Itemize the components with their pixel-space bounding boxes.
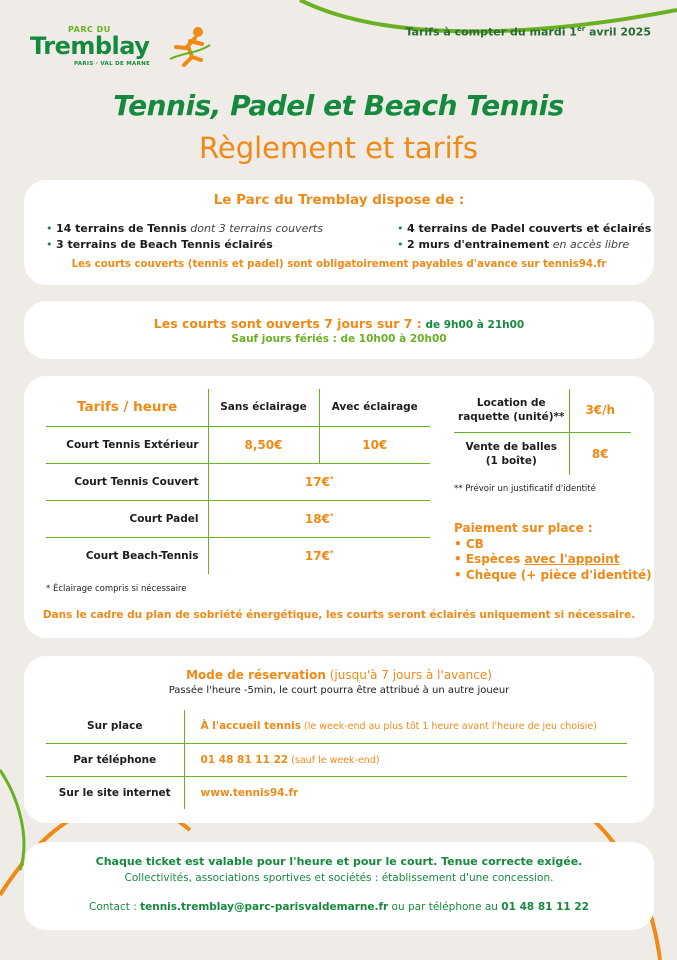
facility-item: • 3 terrains de Beach Tennis éclairés [46, 238, 323, 251]
table-row [454, 432, 631, 475]
facility-item: • 2 murs d'entrainement en accès libre [397, 238, 651, 251]
row-label: Court Tennis Extérieur [46, 426, 208, 463]
extra-label: Location de raquette (unité)** [458, 397, 565, 424]
table-row [46, 426, 430, 463]
extra-price: 3€/h [569, 389, 631, 432]
logo-main-text: Tremblay [30, 32, 150, 60]
table-row [46, 500, 430, 537]
ticket-rules: Chaque ticket est valable pour l'heure et pour le court. Tenue correcte exigée. [95, 855, 583, 868]
booking-detail [184, 776, 627, 809]
id-footnote: ** Prévoir un justificatif d'identité [454, 484, 596, 494]
payment-item: • CB [454, 537, 652, 553]
price-value: 10€ [319, 426, 430, 463]
table-row [454, 389, 631, 432]
table-row [46, 463, 430, 500]
date-text: Tarifs à compter du mardi 1 [405, 25, 577, 39]
booking-method: Sur le site internet [46, 776, 184, 809]
payment-item: • Espèces avec l'appoint [454, 552, 652, 568]
facilities-list-right [397, 222, 651, 254]
price-value: 17€* [208, 463, 430, 500]
booking-table [46, 710, 627, 809]
booking-subtitle: Passée l'heure -5min, le court pourra être attribué à un autre joueur [168, 685, 510, 696]
rates-header: Tarifs / heure [77, 399, 178, 416]
lighting-footnote: * Éclairage compris si nécessaire [46, 584, 187, 594]
website-link[interactable]: www.tennis94.fr [200, 786, 299, 799]
facilities-list-left [46, 222, 323, 254]
extras-table [454, 389, 631, 475]
footer-card [24, 842, 654, 930]
booking-detail: À l'accueil tennis (le week-end au plus tôt 1 heure avant l'heure de jeu choisie) [184, 710, 627, 743]
price-value: 17€* [208, 537, 430, 574]
payment-item: • Chèque (+ pièce d'identité) [454, 568, 652, 584]
col-without-light: Sans éclairage [208, 389, 319, 426]
date-text-end: avril 2025 [585, 25, 651, 39]
extra-price: 8€ [569, 432, 631, 475]
booking-detail: 01 48 81 11 22 (sauf le week-end) [184, 743, 627, 776]
table-row [46, 537, 430, 574]
hourly-rates-table [46, 389, 430, 574]
col-with-light: Avec éclairage [319, 389, 430, 426]
email-link[interactable]: tennis.tremblay@parc-parisvaldemarne.fr [140, 901, 389, 913]
opening-hours-card [24, 301, 654, 359]
logo-sub-text: PARIS · VAL DE MARNE [74, 61, 151, 67]
energy-sobriety-note: Dans le cadre du plan de sobriété énergétique, les courts seront éclairés uniquement si nécessaire. [42, 609, 636, 621]
booking-title: Mode de réservation (jusqu'à 7 jours à l'avance) [186, 668, 492, 682]
concession-note: Collectivités, associations sportives et sociétés : établissement d'une concession. [124, 872, 554, 884]
phone-link[interactable]: 01 48 81 11 22 [200, 753, 289, 766]
facilities-heading: Le Parc du Tremblay dispose de : [213, 192, 465, 208]
facility-item: • 14 terrains de Tennis dont 3 terrains couverts [46, 222, 323, 235]
booking-method: Par téléphone [46, 743, 184, 776]
date-sup: er [576, 25, 586, 33]
price-value: 18€* [208, 500, 430, 537]
opening-hours: Les courts sont ouverts 7 jours sur 7 : de 9h00 à 21h00 [153, 316, 525, 331]
facilities-card [24, 180, 654, 285]
table-row [46, 776, 627, 809]
contact-line: Contact : tennis.tremblay@parc-parisvaldemarne.fr ou par téléphone au 01 48 81 11 22 [89, 901, 589, 913]
facility-item: • 4 terrains de Padel couverts et éclairés [397, 222, 651, 235]
table-row [46, 710, 627, 743]
row-label: Court Beach-Tennis [46, 537, 208, 574]
tariff-date [405, 25, 651, 39]
payment-methods [454, 521, 652, 583]
runner-icon [168, 25, 212, 67]
booking-method: Sur place [87, 720, 143, 733]
prices-card [24, 376, 654, 638]
holiday-hours: Sauf jours fériés : de 10h00 à 20h00 [231, 333, 447, 345]
page-subtitle: Règlement et tarifs [199, 131, 478, 165]
phone-link[interactable]: 01 48 81 11 22 [501, 901, 589, 913]
booking-card [24, 656, 654, 823]
logo-top-text: PARC DU [68, 25, 111, 34]
row-label: Court Padel [46, 500, 208, 537]
page-title: Tennis, Padel et Beach Tennis [113, 89, 564, 122]
covered-courts-note: Les courts couverts (tennis et padel) sont obligatoirement payables d'avance sur tennis94.fr [71, 259, 607, 270]
row-label: Court Tennis Couvert [46, 463, 208, 500]
extra-label: Vente de balles (1 boîte) [454, 432, 569, 475]
payment-heading: Paiement sur place : [454, 521, 593, 535]
price-value: 8,50€ [208, 426, 319, 463]
parc-du-tremblay-logo [22, 25, 212, 73]
table-row [46, 743, 627, 776]
